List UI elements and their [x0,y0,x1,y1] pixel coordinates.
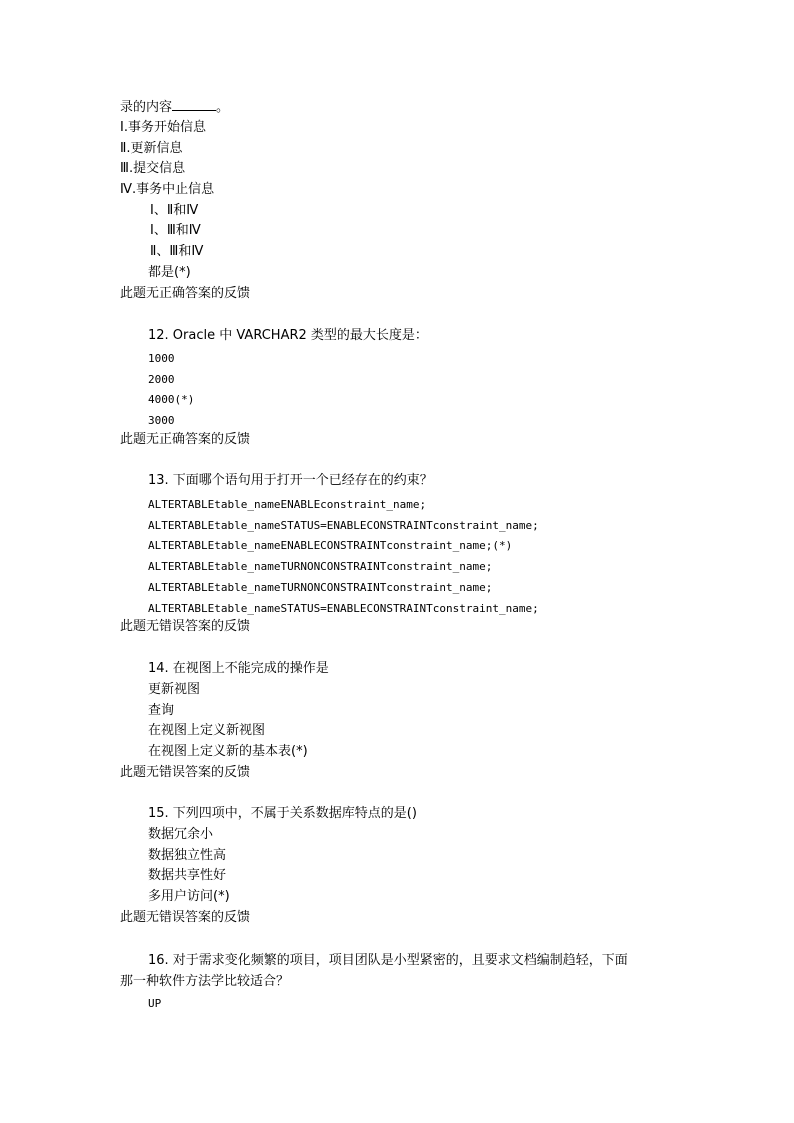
q12-option: 4000(*) [148,393,195,406]
q11-item: Ⅰ.事务开始信息 [120,120,206,135]
q11-item: Ⅳ.事务中止信息 [120,182,215,197]
q11-stem [120,98,229,116]
q15-feedback: 此题无错误答案的反馈 [120,910,251,925]
q11-stem-end: 。 [216,100,230,115]
q12-option: 1000 [148,352,175,365]
q14-feedback: 此题无错误答案的反馈 [120,765,251,780]
q14-option: 查询 [148,703,175,718]
q11-item: Ⅱ.更新信息 [120,141,183,156]
q12-option: 3000 [148,414,175,427]
q16-option: UP [148,997,162,1010]
answer-blank [172,98,216,111]
q11-option: Ⅰ、Ⅱ和Ⅳ [150,203,199,218]
q15-option: 多用户访问(*) [148,889,230,904]
q15-option: 数据冗余小 [148,827,214,842]
q14-option: 更新视图 [148,682,201,697]
q15-option: 数据共享性好 [148,868,227,883]
q13-option: ALTERTABLEtable_nameTURNONCONSTRAINTconstraint_name; [148,581,493,594]
q11-stem-text: 录的内容 [120,100,173,115]
q13-option: ALTERTABLEtable_nameENABLEconstraint_name; [148,498,427,511]
q13-stem: 13. 下面哪个语句用于打开一个已经存在的约束？ [148,473,433,488]
q11-option: Ⅰ、Ⅲ和Ⅳ [150,223,201,238]
q11-option: Ⅱ、Ⅲ和Ⅳ [150,244,204,259]
q14-option: 在视图上定义新视图 [148,723,266,738]
q12-option: 2000 [148,373,175,386]
q15-stem: 15. 下列四项中，不属于关系数据库特点的是() [148,806,417,821]
q16-stem-line1: 16. 对于需求变化频繁的项目，项目团队是小型紧密的，且要求文档编制趋轻，下面 [148,953,628,968]
q13-option: ALTERTABLEtable_nameSTATUS=ENABLECONSTRAINTconstraint_name; [148,519,539,532]
q13-feedback: 此题无错误答案的反馈 [120,619,251,634]
q11-item: Ⅲ.提交信息 [120,161,186,176]
q14-stem: 14. 在视图上不能完成的操作是 [148,661,329,676]
q13-option: ALTERTABLEtable_nameSTATUS=ENABLECONSTRAINTconstraint_name; [148,602,539,615]
q12-feedback: 此题无正确答案的反馈 [120,432,251,447]
q11-option: 都是(*) [148,265,191,280]
q11-feedback: 此题无正确答案的反馈 [120,286,251,301]
q13-option: ALTERTABLEtable_nameTURNONCONSTRAINTconstraint_name; [148,560,493,573]
q13-option: ALTERTABLEtable_nameENABLECONSTRAINTconstraint_name;(*) [148,539,513,552]
q16-stem-line2: 那一种软件方法学比较适合？ [120,974,290,989]
q14-option: 在视图上定义新的基本表(*) [148,744,308,759]
q12-stem: 12. Oracle 中 VARCHAR2 类型的最大长度是： [148,328,428,343]
q15-option: 数据独立性高 [148,848,227,863]
